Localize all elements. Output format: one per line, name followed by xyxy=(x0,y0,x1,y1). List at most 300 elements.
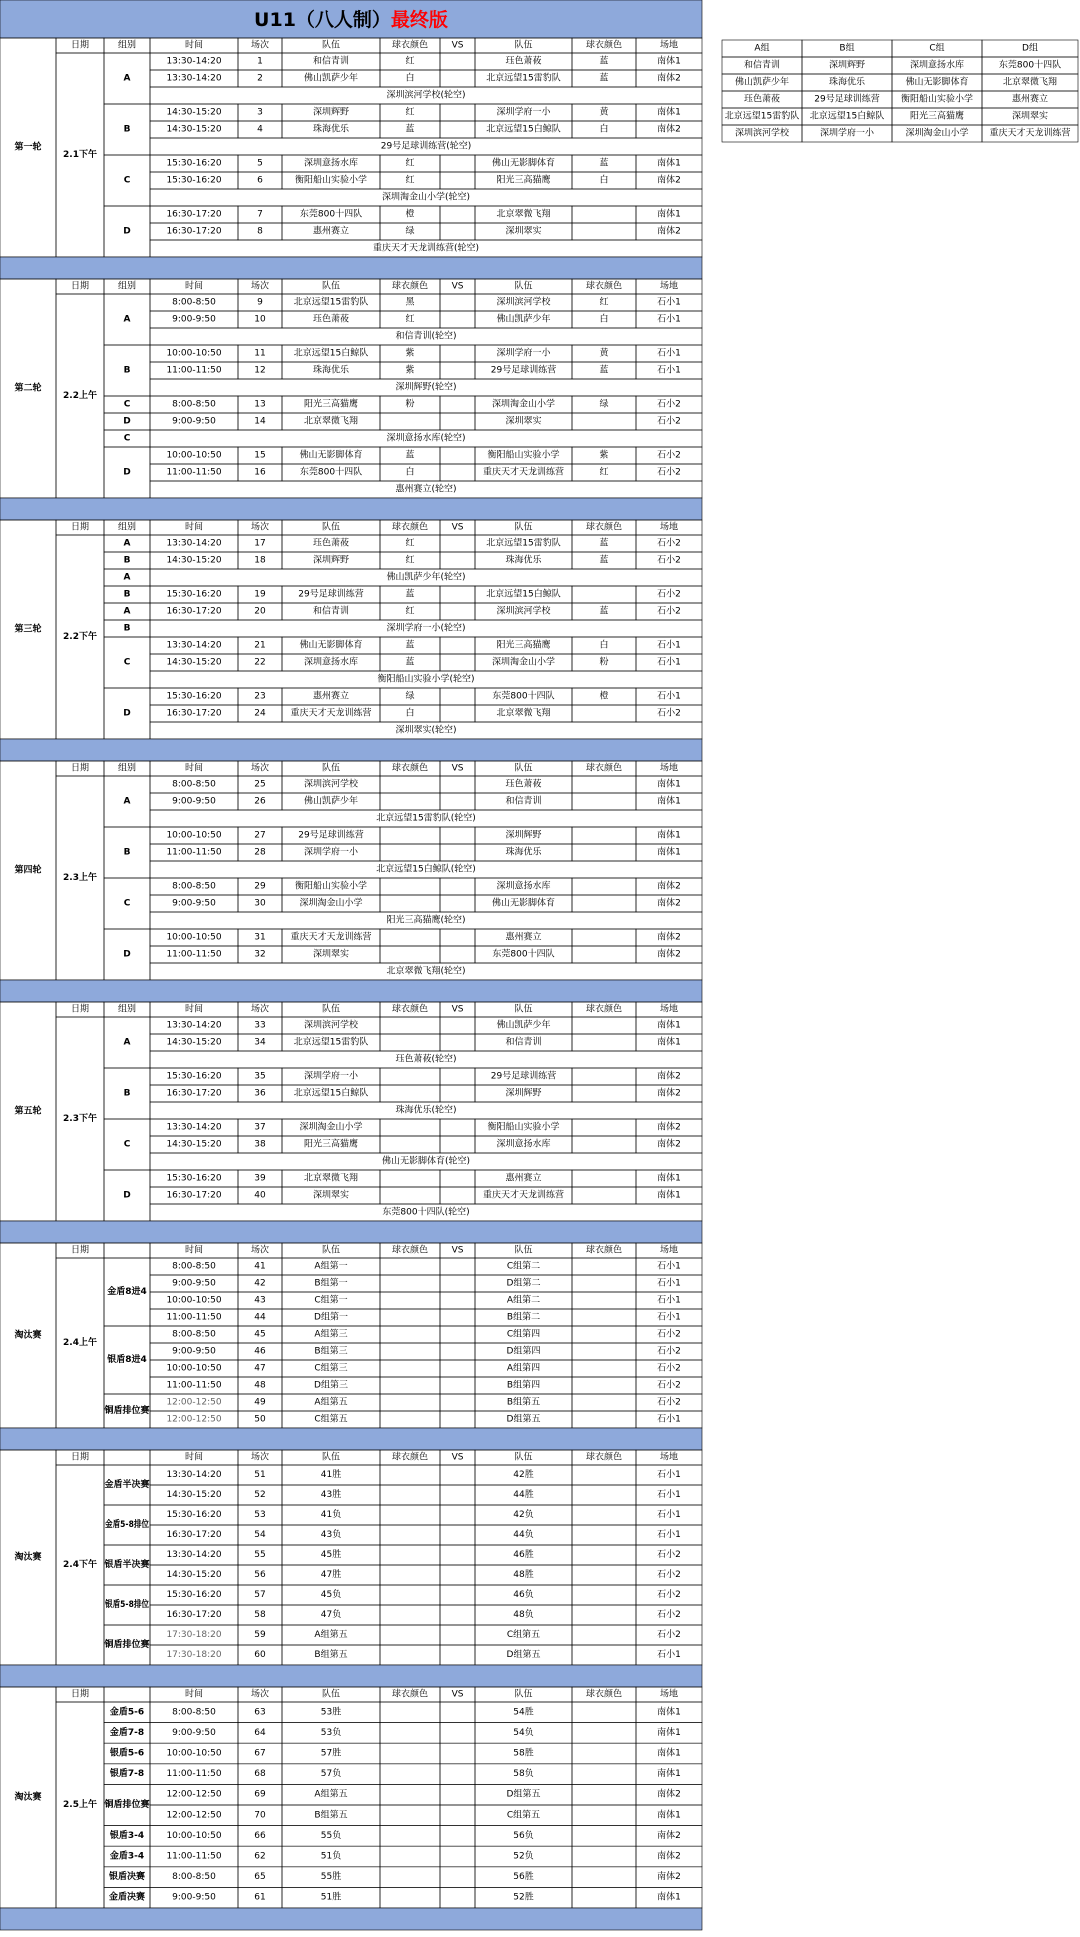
match-cell xyxy=(440,827,475,844)
match-time: 14:30-15:20 xyxy=(166,1139,222,1150)
match-number: 61 xyxy=(254,1892,266,1903)
match-time: 13:30-14:20 xyxy=(166,1122,222,1133)
home-kit-color: 白 xyxy=(405,467,415,478)
bye-label: 阳光三高猫鹰(轮空) xyxy=(386,915,466,926)
match-cell xyxy=(572,1326,636,1343)
match-time: 14:30-15:20 xyxy=(166,1037,222,1048)
group-label: 银盾3-4 xyxy=(109,1830,145,1841)
home-team: 和信青训 xyxy=(312,606,350,617)
match-cell xyxy=(380,844,440,861)
match-cell xyxy=(572,1525,636,1545)
match-number: 45 xyxy=(254,1329,266,1340)
match-cell xyxy=(380,776,440,793)
match-cell xyxy=(572,1605,636,1625)
venue: 石小2 xyxy=(657,1380,681,1391)
venue: 南体2 xyxy=(657,1139,681,1150)
away-team: 重庆天才天龙训练营 xyxy=(482,1190,565,1201)
venue: 南体1 xyxy=(657,1769,681,1780)
column-header: VS xyxy=(451,40,464,51)
venue: 石小2 xyxy=(657,606,681,617)
match-time: 11:00-11:50 xyxy=(166,365,222,376)
group-label: D xyxy=(123,416,131,427)
venue: 石小1 xyxy=(657,1278,681,1289)
venue: 南体1 xyxy=(657,56,681,67)
match-cell xyxy=(572,705,636,722)
group-label: D xyxy=(123,467,131,478)
group-table-team: 佛山凯萨少年 xyxy=(734,77,790,88)
match-cell xyxy=(572,1585,636,1605)
away-team: 东莞800十四队 xyxy=(492,949,555,960)
away-kit-color: 粉 xyxy=(599,657,609,668)
away-team: 48负 xyxy=(513,1610,534,1620)
match-time: 10:00-10:50 xyxy=(166,830,222,841)
match-time: 8:00-8:50 xyxy=(172,1872,216,1883)
home-team: 北京远望15白鲸队 xyxy=(293,1088,369,1099)
home-kit-color: 红 xyxy=(405,175,415,186)
home-team: 珏色萧莜 xyxy=(312,538,350,549)
home-team: 47负 xyxy=(320,1610,342,1620)
match-time: 15:30-16:20 xyxy=(166,691,222,702)
column-header: VS xyxy=(451,1004,464,1015)
match-number: 31 xyxy=(254,932,266,943)
match-cell xyxy=(572,1411,636,1428)
match-cell xyxy=(440,1343,475,1360)
group-label: 金盾5-8排位 xyxy=(105,1520,158,1530)
group-label: 银盾决赛 xyxy=(108,1872,146,1883)
date-label: 2.4下午 xyxy=(63,1560,97,1570)
away-kit-color: 蓝 xyxy=(599,158,609,169)
match-number: 44 xyxy=(254,1312,266,1323)
away-team: 46胜 xyxy=(513,1550,534,1560)
match-cell xyxy=(380,878,440,895)
match-cell xyxy=(380,1867,440,1888)
match-cell xyxy=(440,1702,475,1723)
venue: 南体1 xyxy=(657,209,681,220)
home-team: 佛山无影脚体育 xyxy=(299,450,363,461)
match-cell xyxy=(440,1764,475,1785)
venue: 南体2 xyxy=(657,1851,681,1862)
match-time: 10:00-10:50 xyxy=(166,932,222,943)
match-cell xyxy=(440,1867,475,1888)
venue: 南体2 xyxy=(657,73,681,84)
match-cell xyxy=(380,1085,440,1102)
venue: 南体1 xyxy=(657,796,681,807)
match-cell xyxy=(440,586,475,603)
match-cell xyxy=(572,1702,636,1723)
column-header: 日期 xyxy=(70,763,90,774)
match-cell xyxy=(440,1187,475,1204)
venue: 石小1 xyxy=(657,1261,681,1272)
away-team: 佛山无影脚体育 xyxy=(491,898,556,909)
group-label: A xyxy=(123,314,131,325)
venue: 石小2 xyxy=(657,1630,681,1640)
group-label: A xyxy=(123,796,131,807)
home-team: 阳光三高猫鹰 xyxy=(303,1139,359,1150)
venue: 石小1 xyxy=(657,1470,681,1480)
match-cell xyxy=(572,206,636,223)
column-header: 组别 xyxy=(117,1004,137,1015)
venue: 南体2 xyxy=(657,1789,681,1800)
venue: 南体1 xyxy=(657,1748,681,1759)
match-cell xyxy=(572,1625,636,1645)
venue: 石小2 xyxy=(657,538,681,549)
group-table-team: 北京远望15白鲸队 xyxy=(809,111,885,122)
group-table-team: 深圳辉野 xyxy=(828,60,866,71)
match-cell xyxy=(440,1309,475,1326)
column-header: 球衣颜色 xyxy=(391,522,429,533)
match-cell xyxy=(440,53,475,70)
match-number: 29 xyxy=(254,881,266,892)
away-team: 深圳翠实 xyxy=(505,226,542,237)
date-label: 2.1下午 xyxy=(63,150,97,160)
match-cell xyxy=(440,793,475,810)
away-kit-color: 蓝 xyxy=(599,56,609,67)
group-label: 金盾7-8 xyxy=(109,1727,145,1738)
page-title xyxy=(254,8,448,31)
away-team: 56负 xyxy=(513,1830,534,1841)
away-team: 和信青训 xyxy=(505,796,542,807)
bye-label: 29号足球训练营(轮空) xyxy=(380,141,472,152)
match-time: 16:30-17:20 xyxy=(166,606,222,617)
group-label: 铜盾排位赛 xyxy=(104,1406,150,1416)
title-emphasis: 最终版 xyxy=(390,9,448,31)
group-table-team: 珏色萧莜 xyxy=(743,94,781,105)
away-team: A组第四 xyxy=(506,1363,541,1374)
venue: 南体1 xyxy=(657,847,681,858)
match-cell xyxy=(572,413,636,430)
match-cell xyxy=(572,1805,636,1826)
home-team: 53负 xyxy=(320,1727,342,1738)
column-header: 球衣颜色 xyxy=(585,40,623,51)
venue: 南体2 xyxy=(657,949,681,960)
match-time: 8:00-8:50 xyxy=(172,1707,216,1718)
group-label: 银盾8进4 xyxy=(107,1355,147,1365)
away-team: 深圳滨河学校 xyxy=(496,606,551,617)
date-label: 2.3下午 xyxy=(63,1114,97,1124)
venue: 南体1 xyxy=(657,158,681,169)
group-table-team: 佛山无影脚体育 xyxy=(905,77,969,88)
match-cell xyxy=(572,1565,636,1585)
match-cell xyxy=(380,1258,440,1275)
home-team: 阳光三高猫鹰 xyxy=(303,399,359,410)
venue: 石小2 xyxy=(657,1363,681,1374)
round-separator xyxy=(0,498,702,520)
match-cell xyxy=(572,1723,636,1744)
home-kit-color: 绿 xyxy=(405,691,415,702)
venue: 石小1 xyxy=(657,1414,681,1425)
match-time: 10:00-10:50 xyxy=(166,348,222,359)
match-cell xyxy=(440,1258,475,1275)
match-time: 10:00-10:50 xyxy=(166,450,222,461)
venue: 石小2 xyxy=(657,1610,681,1620)
match-number: 6 xyxy=(257,175,263,186)
bye-label: 和信青训(轮空) xyxy=(395,331,457,342)
match-cell xyxy=(572,844,636,861)
group-label: 铜盾排位赛 xyxy=(104,1640,150,1650)
column-header: 球衣颜色 xyxy=(391,1689,429,1700)
round-separator xyxy=(0,739,702,761)
home-team: 29号足球训练营 xyxy=(298,830,364,841)
match-cell xyxy=(572,1119,636,1136)
match-number: 27 xyxy=(254,830,266,841)
group-table-team: 深圳意扬水库 xyxy=(909,60,965,71)
match-cell xyxy=(572,1017,636,1034)
round-label: 第二轮 xyxy=(14,383,42,394)
venue: 石小2 xyxy=(657,1397,681,1408)
match-cell xyxy=(572,1292,636,1309)
match-cell xyxy=(380,1068,440,1085)
column-header: 时间 xyxy=(184,522,204,533)
column-header: VS xyxy=(451,763,464,774)
bye-label: 惠州赛立(轮空) xyxy=(395,484,457,495)
match-cell xyxy=(440,172,475,189)
away-team: 珏色萧莜 xyxy=(505,779,542,790)
away-team: 56胜 xyxy=(513,1872,534,1883)
match-number: 38 xyxy=(254,1139,266,1150)
column-header: 队伍 xyxy=(321,40,341,51)
away-team: 深圳学府一小 xyxy=(496,348,551,359)
away-team: 52负 xyxy=(513,1851,534,1862)
match-cell xyxy=(440,1085,475,1102)
venue: 南体2 xyxy=(657,1872,681,1883)
match-cell xyxy=(440,654,475,671)
group-label: A xyxy=(123,538,131,549)
match-cell xyxy=(440,1326,475,1343)
away-team: 42胜 xyxy=(513,1470,534,1480)
home-team: 53胜 xyxy=(320,1707,342,1718)
match-number: 51 xyxy=(254,1470,266,1480)
group-table-header: C组 xyxy=(929,43,945,54)
venue: 南体1 xyxy=(657,1810,681,1821)
match-cell xyxy=(440,155,475,172)
match-cell xyxy=(440,206,475,223)
round-label: 第四轮 xyxy=(14,865,42,876)
home-team: 43负 xyxy=(320,1530,342,1540)
group-label: D xyxy=(123,949,131,960)
away-kit-color: 黄 xyxy=(599,107,609,118)
column-header: 队伍 xyxy=(514,40,533,51)
venue: 南体1 xyxy=(657,1707,681,1718)
match-number: 4 xyxy=(257,124,263,135)
venue: 石小2 xyxy=(657,399,681,410)
match-cell xyxy=(440,1411,475,1428)
match-number: 37 xyxy=(254,1122,266,1133)
match-time: 15:30-16:20 xyxy=(166,1590,222,1600)
match-cell xyxy=(380,1343,440,1360)
group-label: 金盾半决赛 xyxy=(104,1480,150,1490)
away-team: B组第四 xyxy=(506,1380,541,1391)
away-team: 42负 xyxy=(513,1510,534,1520)
venue: 石小2 xyxy=(657,555,681,566)
home-kit-color: 绿 xyxy=(405,226,415,237)
match-cell xyxy=(572,1034,636,1051)
away-team: 44负 xyxy=(513,1530,534,1540)
column-header: 日期 xyxy=(70,1245,90,1256)
match-number: 36 xyxy=(254,1088,266,1099)
match-cell xyxy=(572,1764,636,1785)
title-main: U11（八人制） xyxy=(254,9,391,31)
match-cell xyxy=(440,1017,475,1034)
match-cell xyxy=(380,1645,440,1665)
match-number: 11 xyxy=(254,348,266,359)
venue: 南体1 xyxy=(657,1892,681,1903)
group-label: 银盾5-8排位 xyxy=(105,1600,158,1610)
column-header: 时间 xyxy=(184,1004,204,1015)
group-table-team: 29号足球训练营 xyxy=(814,94,880,105)
column-header: 组别 xyxy=(117,763,137,774)
venue: 石小2 xyxy=(657,1329,681,1340)
away-kit-color: 蓝 xyxy=(599,606,609,617)
group-table-header: A组 xyxy=(754,43,770,54)
match-cell xyxy=(380,1187,440,1204)
home-kit-color: 紫 xyxy=(405,348,415,359)
venue: 石小1 xyxy=(657,297,681,308)
match-time: 12:00-12:50 xyxy=(166,1810,222,1821)
venue: 石小1 xyxy=(657,1295,681,1306)
venue: 南体1 xyxy=(657,1020,681,1031)
match-cell xyxy=(440,294,475,311)
match-cell xyxy=(572,223,636,240)
match-time: 16:30-17:20 xyxy=(166,1088,222,1099)
away-team: 珠海优乐 xyxy=(505,847,542,858)
match-cell xyxy=(380,1784,440,1805)
match-number: 65 xyxy=(254,1872,266,1883)
column-header: 队伍 xyxy=(514,1452,533,1463)
match-time: 8:00-8:50 xyxy=(172,399,216,410)
match-cell xyxy=(572,1187,636,1204)
column-header: 球衣颜色 xyxy=(585,522,623,533)
column-header: 球衣颜色 xyxy=(585,281,623,292)
match-cell xyxy=(440,1545,475,1565)
home-kit-color: 红 xyxy=(405,56,415,67)
match-time: 16:30-17:20 xyxy=(166,1190,222,1201)
group-label: C xyxy=(123,399,131,410)
match-cell xyxy=(572,827,636,844)
venue: 南体2 xyxy=(657,226,681,237)
match-time: 15:30-16:20 xyxy=(166,1510,222,1520)
away-team: 46负 xyxy=(513,1590,534,1600)
match-time: 15:30-16:20 xyxy=(166,589,222,600)
away-team: B组第五 xyxy=(506,1397,541,1408)
home-kit-color: 蓝 xyxy=(405,589,415,600)
match-cell xyxy=(440,1723,475,1744)
group-label: B xyxy=(123,847,131,858)
match-number: 5 xyxy=(257,158,263,169)
match-time: 9:00-9:50 xyxy=(172,796,216,807)
home-team: A组第三 xyxy=(314,1329,348,1340)
away-team: 阳光三高猫鹰 xyxy=(496,640,551,651)
group-label: A xyxy=(123,73,131,84)
match-cell xyxy=(572,1645,636,1665)
venue: 石小1 xyxy=(657,1490,681,1500)
venue: 南体2 xyxy=(657,1088,681,1099)
group-label: 铜盾排位赛 xyxy=(104,1800,150,1810)
away-team: C组第二 xyxy=(506,1261,541,1272)
away-team: C组第五 xyxy=(506,1810,541,1821)
away-team: 珏色萧莜 xyxy=(505,56,542,67)
away-team: 52胜 xyxy=(513,1892,534,1903)
match-cell xyxy=(572,1170,636,1187)
away-team: 北京远望15雷豹队 xyxy=(486,538,561,549)
column-header: 场地 xyxy=(659,1004,679,1015)
match-time: 9:00-9:50 xyxy=(172,1727,216,1738)
match-cell xyxy=(440,929,475,946)
group-label: 银盾半决赛 xyxy=(104,1560,150,1570)
column-header: 球衣颜色 xyxy=(391,40,429,51)
match-cell xyxy=(440,1625,475,1645)
match-cell xyxy=(572,946,636,963)
match-cell xyxy=(380,1525,440,1545)
match-cell xyxy=(572,1085,636,1102)
match-cell xyxy=(440,104,475,121)
home-team: 深圳滨河学校 xyxy=(303,1020,359,1031)
match-time: 13:30-14:20 xyxy=(166,1020,222,1031)
match-cell xyxy=(440,1645,475,1665)
match-cell xyxy=(380,1846,440,1867)
match-time: 11:00-11:50 xyxy=(166,949,222,960)
match-cell xyxy=(572,1465,636,1485)
column-header: 时间 xyxy=(184,1452,204,1463)
group-table-team: 衡阳船山实验小学 xyxy=(900,94,974,105)
home-kit-color: 橙 xyxy=(405,209,415,220)
home-team: 重庆天才天龙训练营 xyxy=(290,708,372,719)
away-team: C组第五 xyxy=(506,1630,541,1640)
round-separator xyxy=(0,1665,702,1687)
column-header: 时间 xyxy=(184,1689,204,1700)
venue: 石小1 xyxy=(657,1650,681,1660)
home-kit-color: 紫 xyxy=(405,365,415,376)
column-header: 组别 xyxy=(117,281,137,292)
match-number: 15 xyxy=(254,450,266,461)
away-team: 54负 xyxy=(513,1727,534,1738)
column-header: 队伍 xyxy=(514,1689,533,1700)
home-kit-color: 红 xyxy=(405,314,415,325)
match-cell xyxy=(440,1525,475,1545)
away-kit-color: 紫 xyxy=(599,450,609,461)
away-team: 深圳翠实 xyxy=(505,416,542,427)
match-cell xyxy=(440,1170,475,1187)
match-time: 9:00-9:50 xyxy=(172,1278,216,1289)
match-cell xyxy=(572,1343,636,1360)
match-cell xyxy=(440,1826,475,1847)
home-team: 惠州赛立 xyxy=(312,226,350,237)
column-header: VS xyxy=(451,1245,464,1256)
venue: 南体2 xyxy=(657,124,681,135)
home-team: 深圳翠实 xyxy=(312,949,350,960)
home-team: 东莞800十四队 xyxy=(299,467,363,478)
match-time: 11:00-11:50 xyxy=(166,1769,222,1780)
venue: 石小2 xyxy=(657,450,681,461)
home-team: 51胜 xyxy=(320,1892,342,1903)
away-team: A组第二 xyxy=(506,1295,541,1306)
match-number: 62 xyxy=(254,1851,266,1862)
match-cell xyxy=(440,413,475,430)
match-time: 16:30-17:20 xyxy=(166,1610,222,1620)
match-number: 32 xyxy=(254,949,266,960)
match-number: 1 xyxy=(257,56,263,67)
match-cell xyxy=(380,1887,440,1908)
match-number: 30 xyxy=(254,898,266,909)
match-number: 43 xyxy=(254,1295,266,1306)
match-cell xyxy=(440,1743,475,1764)
round-separator xyxy=(0,1221,702,1243)
venue: 石小2 xyxy=(657,1550,681,1560)
home-team: 深圳淘金山小学 xyxy=(299,1122,363,1133)
venue: 石小2 xyxy=(657,467,681,478)
home-team: B组第五 xyxy=(314,1810,348,1821)
match-cell xyxy=(380,1585,440,1605)
match-number: 8 xyxy=(257,226,263,237)
